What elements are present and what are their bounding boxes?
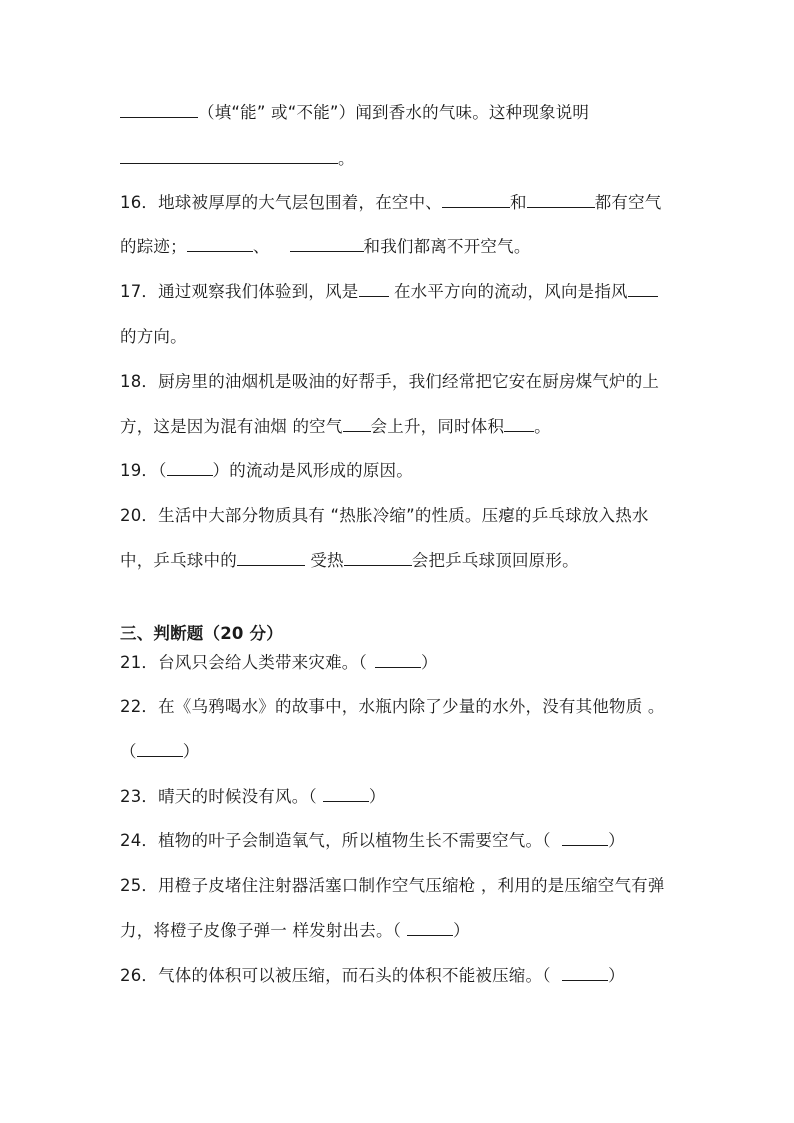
question-18-line2: 方，这是因为混有油烟 的空气 会上升，同时体积 。 — [120, 417, 551, 436]
question-25-line1: 25．用橙子皮堵住注射器活塞口制作空气压缩枪 ，利用的是压缩空气有弹 — [120, 876, 665, 895]
answer-blank[interactable] — [120, 103, 198, 118]
question-24: 24．植物的叶子会制造氧气，所以植物生长不需要空气。（ ） — [120, 831, 625, 850]
question-21: 21．台风只会给人类带来灾难。（ ） — [120, 653, 438, 672]
section-heading: 三、判断题（20 分） — [120, 624, 283, 643]
answer-blank[interactable] — [137, 742, 183, 757]
answer-blank[interactable] — [375, 653, 421, 668]
answer-blank[interactable] — [442, 193, 510, 208]
q15-line1: （填“能” 或“不能”）闻到香水的气味。这种现象说明 — [120, 102, 589, 124]
answer-blank[interactable] — [407, 921, 453, 936]
answer-blank[interactable] — [344, 551, 412, 566]
question-23: 23．晴天的时候没有风。（ ） — [120, 787, 386, 806]
answer-blank[interactable] — [167, 461, 213, 476]
q15-line2: 。 — [120, 148, 355, 170]
question-18-line1: 18．厨房里的油烟机是吸油的好帮手，我们经常把它安在厨房煤气炉的上 — [120, 372, 660, 391]
question-22-line2: （ ） — [120, 742, 200, 761]
answer-blank[interactable] — [290, 237, 364, 252]
question-26: 26．气体的体积可以被压缩，而石头的体积不能被压缩。（ ） — [120, 966, 625, 985]
question-22-line1: 22．在《乌鸦喝水》的故事中，水瓶内除了少量的水外，没有其他物质 。 — [120, 697, 665, 716]
question-20-line1: 20．生活中大部分物质具有 “热胀冷缩”的性质。压瘪的乒乓球放入热水 — [120, 506, 649, 525]
question-17-line1: 17．通过观察我们体验到，风是 在水平方向的流动，风向是指风 — [120, 281, 658, 303]
answer-blank[interactable] — [527, 193, 595, 208]
question-17-line2: 的方向。 — [120, 327, 187, 346]
question-16-line2: 的踪迹； 、 和我们都离不开空气。 — [120, 237, 531, 256]
answer-blank[interactable] — [504, 417, 534, 432]
answer-blank[interactable] — [628, 282, 658, 297]
answer-blank[interactable] — [343, 417, 371, 432]
question-25-line2: 力，将橙子皮像子弹一 样发射出去。（ ） — [120, 921, 470, 940]
answer-blank[interactable] — [187, 237, 253, 252]
question-19: 19．（ ）的流动是风形成的原因。 — [120, 461, 413, 480]
answer-blank[interactable] — [323, 787, 369, 802]
answer-blank[interactable] — [120, 149, 338, 164]
answer-blank[interactable] — [237, 551, 305, 566]
answer-blank[interactable] — [359, 282, 389, 297]
question-16-line1: 16．地球被厚厚的大气层包围着，在空中、 和 都有空气 — [120, 193, 662, 212]
answer-blank[interactable] — [562, 966, 608, 981]
answer-blank[interactable] — [562, 831, 608, 846]
question-20-line2: 中，乒乓球中的 受热 会把乒乓球顶回原形。 — [120, 551, 579, 570]
